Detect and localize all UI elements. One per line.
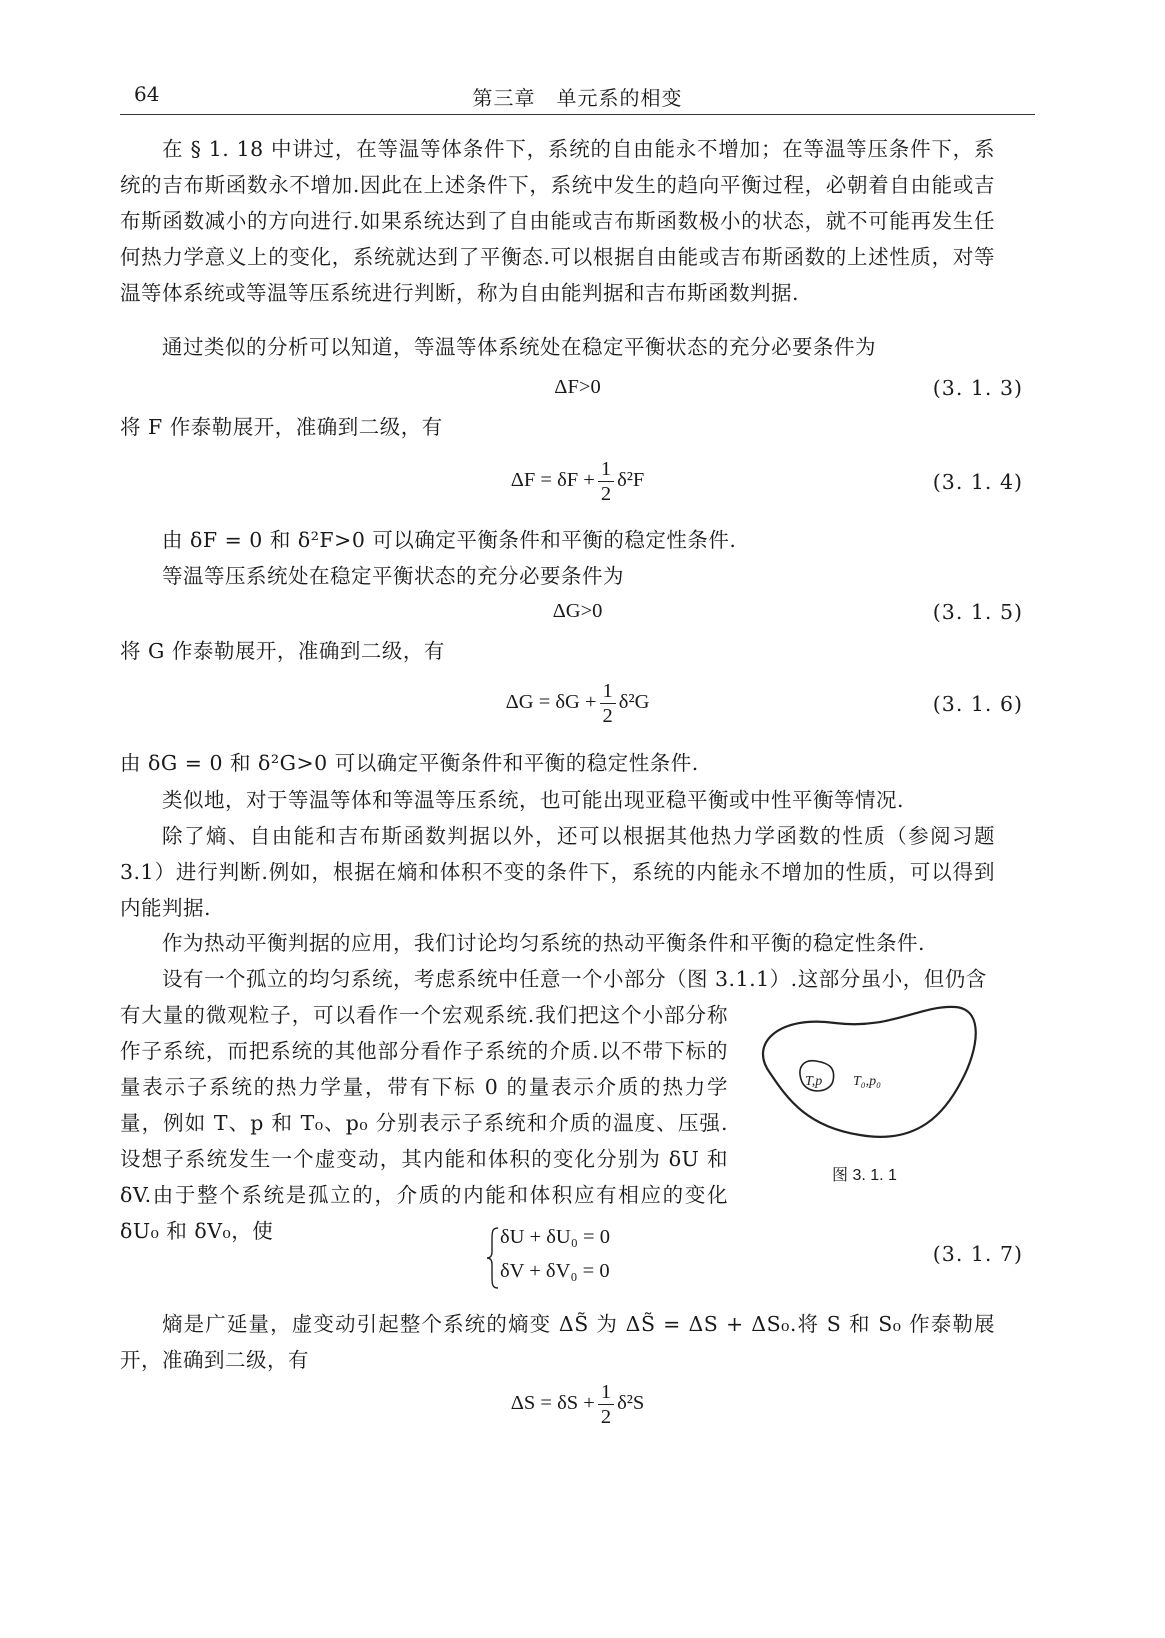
paragraph-isothermal-isochoric: 通过类似的分析可以知道，等温等体系统处在稳定平衡状态的充分必要条件为 xyxy=(162,335,876,359)
figure-3-1-1 xyxy=(740,995,990,1155)
equation-number: (3. 1. 5) xyxy=(932,600,1023,624)
chapter-title: 第三章 单元系的相变 xyxy=(472,86,683,110)
equation-number: (3. 1. 3) xyxy=(932,376,1023,400)
paragraph-taylor-g: 将 G 作泰勒展开，准确到二级，有 xyxy=(120,639,445,663)
equation-3-1-7-number xyxy=(120,1242,1035,1272)
paragraph-isothermal-isobaric: 等温等压系统处在稳定平衡状态的充分必要条件为 xyxy=(162,564,624,588)
equation-number: (3. 1. 6) xyxy=(932,692,1023,716)
equation-3-1-3: ΔF>0 (3. 1. 3) xyxy=(554,376,1023,400)
equation-3-1-6: ΔG = δG + $\frac{1}{2}$ δ²G (3. 1. 6) xyxy=(505,680,1023,727)
equation-number: (3. 1. 4) xyxy=(932,470,1023,494)
paragraph-g-conditions: 由 δG = 0 和 δ²G>0 可以确定平衡条件和平衡的稳定性条件. xyxy=(120,751,699,775)
outer-system-boundary xyxy=(763,1007,976,1137)
figure-caption: 图 3. 1. 1 xyxy=(832,1167,897,1184)
paragraph-application: 作为热动平衡判据的应用，我们讨论均匀系统的热动平衡条件和平衡的稳定性条件. xyxy=(162,931,926,955)
medium-label: T₀,p₀ xyxy=(853,1074,882,1089)
paragraph-f-conditions: 由 δF = 0 和 δ²F>0 可以确定平衡条件和平衡的稳定性条件. xyxy=(162,528,737,552)
paragraph-subsystem: 有大量的微观粒子，可以看作一个宏观系统.我们把这个小部分称作子系统，而把系统的其他部分看作子系统的介质.以不带下标的量表示子系统的热力学量，带有下标 0 的量表示介质的热力学量，例如 T、p 和 T₀、p₀ 分别表示子系统和介质的温度、压强.设想子系统发生一个虚变动，其内能和体积的变化分别为 δU 和 δV.由于整个系统是孤立的，介质的内能和体积应有相应的变化 δU₀ 和 δV₀，使 xyxy=(120,1003,728,1243)
paragraph-isolated-system: 设有一个孤立的均匀系统，考虑系统中任意一个小部分（图 3.1.1）.这部分虽小，但仍含 xyxy=(162,967,987,991)
paragraph-other-criteria: 除了熵、自由能和吉布斯函数判据以外，还可以根据其他热力学函数的性质（参阅习题 3.1）进行判断.例如，根据在熵和体积不变的条件下，系统的内能永不增加的性质，可以得到内能判据. xyxy=(120,824,995,920)
paragraph-entropy: 熵是广延量，虚变动引起整个系统的熵变 ΔS̃ 为 ΔS̃ = ΔS + ΔS₀.将 S 和 S₀ 作泰勒展开，准确到二级，有 xyxy=(120,1312,995,1372)
paragraph-criteria: 在 § 1. 18 中讲过，在等温等体条件下，系统的自由能永不增加；在等温等压条件下，系统的吉布斯函数永不增加.因此在上述条件下，系统中发生的趋向平衡过程，必朝着自由能或吉布斯函数减小的方向进行.如果系统达到了自由能或吉布斯函数极小的状态，就不可能再发生任何热力学意义上的变化，系统就达到了平衡态.可以根据自由能或吉布斯函数的上述性质，对等温等体系统或等温等压系统进行判断，称为自由能判据和吉布斯函数判据. xyxy=(120,137,995,305)
equation-number: (3. 1. 7) xyxy=(932,1242,1023,1266)
page-header xyxy=(120,80,1035,115)
equation-3-1-4: ΔF = δF + $\frac{1}{2}$ δ²F (3. 1. 4) xyxy=(510,458,1023,505)
subsystem-label: T,p xyxy=(805,1074,823,1089)
equation-3-1-5: ΔG>0 (3. 1. 5) xyxy=(552,600,1023,624)
equation-entropy-expansion: ΔS = δS + $\frac{1}{2}$ δ²S xyxy=(510,1381,645,1428)
equation-3-1-7: δU + δU₀ = 0 δV + δV₀ = 0 xyxy=(500,1220,610,1288)
page-number: 64 xyxy=(134,82,160,106)
paragraph-metastable: 类似地，对于等温等体和等温等压系统，也可能出现亚稳平衡或中性平衡等情况. xyxy=(162,788,905,812)
paragraph-taylor-f: 将 F 作泰勒展开，准确到二级，有 xyxy=(120,415,443,439)
